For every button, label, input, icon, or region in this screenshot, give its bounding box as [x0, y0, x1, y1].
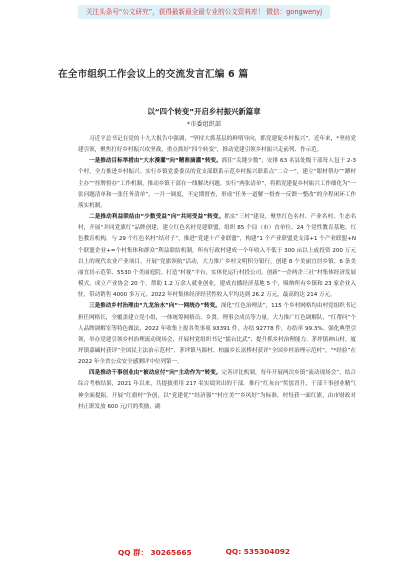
paragraph-text: 习近平总书记在党的十九大报告中强调，“坚持大抓基层的鲜明导向，抓党建促乡村振兴”。近年来，*坚持党建引领，聚焦打好乡村振兴攻坚战，重点抓好“四个转变”，推动党建引领乡村振兴走前列、作示范。: [78, 136, 356, 154]
article-body: [78, 134, 356, 413]
paragraph-point-3: [78, 301, 356, 368]
paragraph-point-2: [78, 212, 356, 301]
qq-group-text: QQ 群： 30265665: [117, 548, 192, 557]
promo-banner: [0, 0, 408, 24]
article-byline: *市委组织部: [186, 121, 222, 128]
paragraph-lead: 一是推动目标举措由“大水漫灌”向“精准滴灌”转变。: [89, 158, 222, 165]
promo-banner-text: 关注头条号“公文研究”，获得最新最全最专业的公文资料库！ 微信：gongwenyj: [78, 5, 330, 19]
document-main-title: 在全市组织工作会议上的交流发言汇编 6 篇: [58, 69, 249, 80]
paragraph-text: 抓住“关键少数”，安排 63 名县处级干部每人包干 2-3 个村，全力推进乡村振兴。实行乡镇党委委员的党支部联系示范乡村振兴联系点“二合一”，建立“眼材帮办”“蹲村主办”“挂牌督办”工作机制，推动乡镇干部在一线解决问题。实行“两张清单”，将抓党建促乡村振兴工作细化为“一张问题清单和一张任务清单”，一月一调度，不定期督查，形成“任务一道解一督查一反馈一整改”的全程闭环工作落实机制。: [78, 158, 356, 209]
paragraph-text: 完善评比机制，每年开展两次乡镇“流动现场会”，结合综合考核结果，2021 年以来，共提拔重用 217 名实绩突出的干部。推行“红灰台”奖惩晋升，干部干事创业精气神全面提振。开展“红旗村”争创，以“党建优”“经济强”“村庄美”“乡风好”为标准，村每获一面红旗，由市财政对村正职发放 600 元/月的奖励，副: [78, 370, 356, 410]
contact-footer: [0, 547, 408, 561]
paragraph-point-4: [78, 368, 356, 413]
paragraph-text: 抓实“三村”建设，聚焦红色名村、产业名村、生态名村，开展“并同党旗红”品牌创建，建立红色名村党建联盟，组织 85 个局（市）直单位、24 个党性教育基地、红色教育机构，与 29 个红色名村“结对子”，推进“党建十产业联盟”，构建“1 个产业联盟党支部+1 个产业联盟+N 个联盟企业+=个村集体和群众”利益联结机制，所有行政村建成一个年收入不低于 300 亩以上或投资 200 万元以上的现代农业产业项目。开展“党旗领航”活动，大力推广乡村文明积分银行，创建 8 个美丽宜居乡镇、6 条美丽宜居示范带、5530 个美丽庭院。打造“村视”平台，实体化运行村投公司，创新“一企两企三社”村集体经济发展模式，成立产业协会 20 个，帮助 1.2 万余人就业创业，建成直播经济基地 5 个，吸纳所有乡镇和 23 家企业入驻，带动销售 4000 多万元。2022 年村集体经济经营性收入平均达到 26.2 万元，最高的达 214 万元。: [78, 214, 356, 299]
qq-text: QQ: 535304092: [225, 547, 291, 556]
paragraph-lead: 四是推动干事创业由“被动应付”向“主动作为”转变。: [89, 370, 222, 377]
paragraph-lead: 二是推动利益联结由“少数受益”向“共同受益”转变。: [89, 214, 225, 221]
article-title: 以“四个转变”开启乡村振兴新篇章: [147, 107, 261, 116]
paragraph-text: 深化“红色治理法”，115 个乡村网格均由村党组织书记担任网格长，全覆盖建立党小组，一体统筹网格员、乡贤、理事会成员等力量。大力推广红色调解队、“红帮问”个人品牌调解室等特色做法，2022 年收集上报各类事项 93391 件，办结 92778 件，办结率 99.3%。强化典型引领，举办党建引领乡村治理流动现场会，开展村党组织书记“擂台比武”，提升抓乡村治理能力。茅坪镇神山村、厦坪镇嘉碱村获评“全国民主法治示范村”，茅坪镇马源村、柏露乡长富桥村获评“全国乡村治理示范村”，“*经验”在 2022 年全省公众安全感测评中位列第一。: [78, 303, 356, 366]
paragraph-lead: 三是推动乡村治理由“九龙治水”向“一网统办”转变。: [89, 303, 221, 310]
paragraph-intro: [78, 134, 356, 156]
paragraph-point-1: [78, 156, 356, 212]
